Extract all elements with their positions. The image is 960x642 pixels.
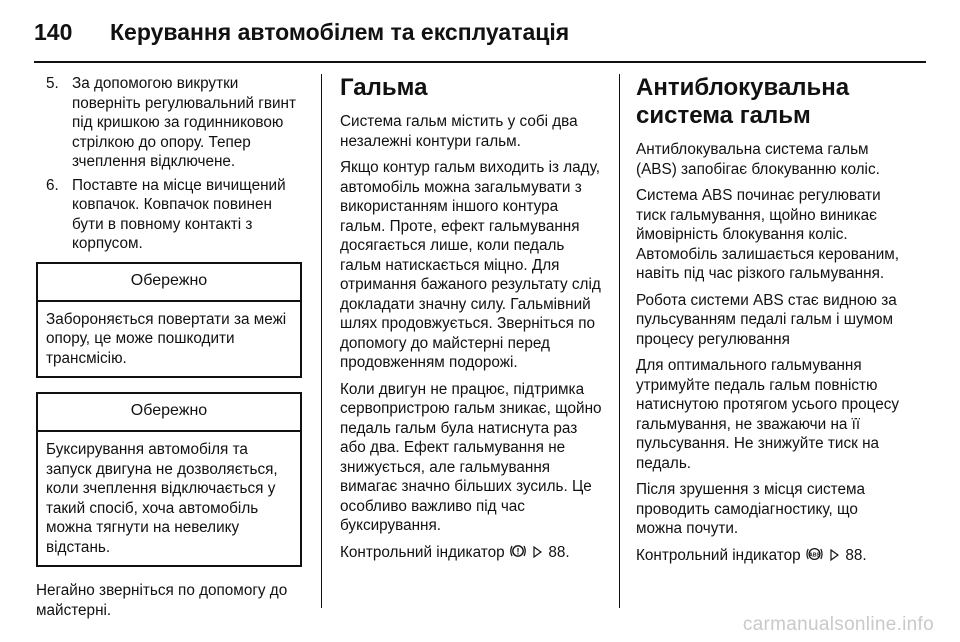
caution-title: Обережно — [38, 264, 300, 302]
watermark: carmanualsonline.info — [742, 614, 934, 635]
chapter-title: Керування автомобілем та експлуатація — [110, 18, 570, 45]
page-reference-icon — [533, 544, 542, 564]
page-number: 140 — [34, 18, 73, 45]
indicator-label: Контрольний індикатор — [340, 543, 505, 561]
step-number: 6. — [46, 176, 59, 194]
indicator-page: 88. — [845, 546, 867, 564]
svg-text:ABS: ABS — [808, 551, 820, 558]
paragraph: Робота системи ABS стає видною за пульсуванням педалі гальм і шумом процесу регулювання — [636, 291, 897, 348]
page-header — [34, 12, 926, 52]
step-text: За допомогою викрутки поверніть регулювальний гвинт під кришкою за годинниковою стрілкою до опору. Тепер зчеплення відключене. — [72, 75, 296, 170]
section-heading-abs: Антиблокувальна система гальм — [636, 74, 850, 129]
paragraph: Якщо контур гальм виходить із ладу, автомобіль можна загальмувати з використанням іншого контура гальм. Проте, ефект гальмування досягається лише, коли педаль гальм натискається міцно. Для отримання бажаного результату слід докладати значну силу. Гальмівний шлях продовжується. Зверніться по допомогу до майстерні перед продовженням подорожі. — [340, 159, 601, 371]
procedure-step — [36, 74, 302, 172]
header-rule — [34, 61, 926, 63]
indicator-page: 88. — [548, 543, 570, 561]
brake-warning-icon — [509, 543, 527, 565]
column-middle — [340, 74, 606, 571]
indicator-reference — [636, 546, 906, 568]
paragraph: Для оптимального гальмування утримуйте педаль гальм повністю натиснутою протягом усього процесу гальмування, не зважаючи на її пульсування. Не знижуйте тиск на педаль. — [636, 357, 900, 472]
caution-title: Обережно — [38, 394, 300, 432]
caution-box — [36, 392, 302, 567]
paragraph: Антиблокувальна система гальм (ABS) запобігає блокуванню коліс. — [636, 141, 880, 178]
svg-text:!: ! — [516, 546, 520, 556]
caution-box — [36, 262, 302, 379]
step-text: Поставте на місце вичищений ковпачок. Ковпачок повинен бути в повному контакті з корпусом. — [72, 176, 286, 252]
indicator-label: Контрольний індикатор — [636, 546, 801, 564]
column-divider — [321, 74, 322, 608]
abs-warning-icon — [805, 546, 824, 568]
paragraph: Коли двигун не працює, підтримка сервопристрою гальм зникає, щойно педаль гальм була натиснута раз або два. Ефект гальмування не знижується, але гальмування вимагає значно більших зусиль. Це особливо важливо під час буксирування. — [340, 380, 602, 534]
procedure-step — [36, 176, 302, 254]
column-left — [36, 74, 302, 627]
column-right — [636, 74, 906, 574]
closing-paragraph: Негайно зверніться по допомогу до майстерні. — [36, 582, 288, 619]
section-heading-brakes: Гальма — [340, 74, 428, 101]
column-divider — [619, 74, 620, 608]
caution-text: Буксирування автомобіля та запуск двигуна не дозволяється, коли зчеплення відключається у такий спосіб, хоча автомобіль можна тягнути на невелику відстань. — [46, 441, 278, 556]
paragraph: Після зрушення з місця система проводить самодіагностику, що можна почути. — [636, 481, 866, 537]
paragraph: Система ABS починає регулювати тиск гальмування, щойно виникає ймовірність блокування коліс. Автомобіль залишається керованим, навіть під час різкого гальмування. — [636, 187, 900, 282]
caution-text: Забороняється повертати за межі опору, це може пошкодити трансмісію. — [46, 310, 287, 367]
indicator-reference — [340, 543, 606, 565]
step-number: 5. — [46, 75, 59, 92]
paragraph: Система гальм містить у собі два незалежні контури гальм. — [340, 113, 578, 150]
page-reference-icon — [830, 547, 839, 567]
